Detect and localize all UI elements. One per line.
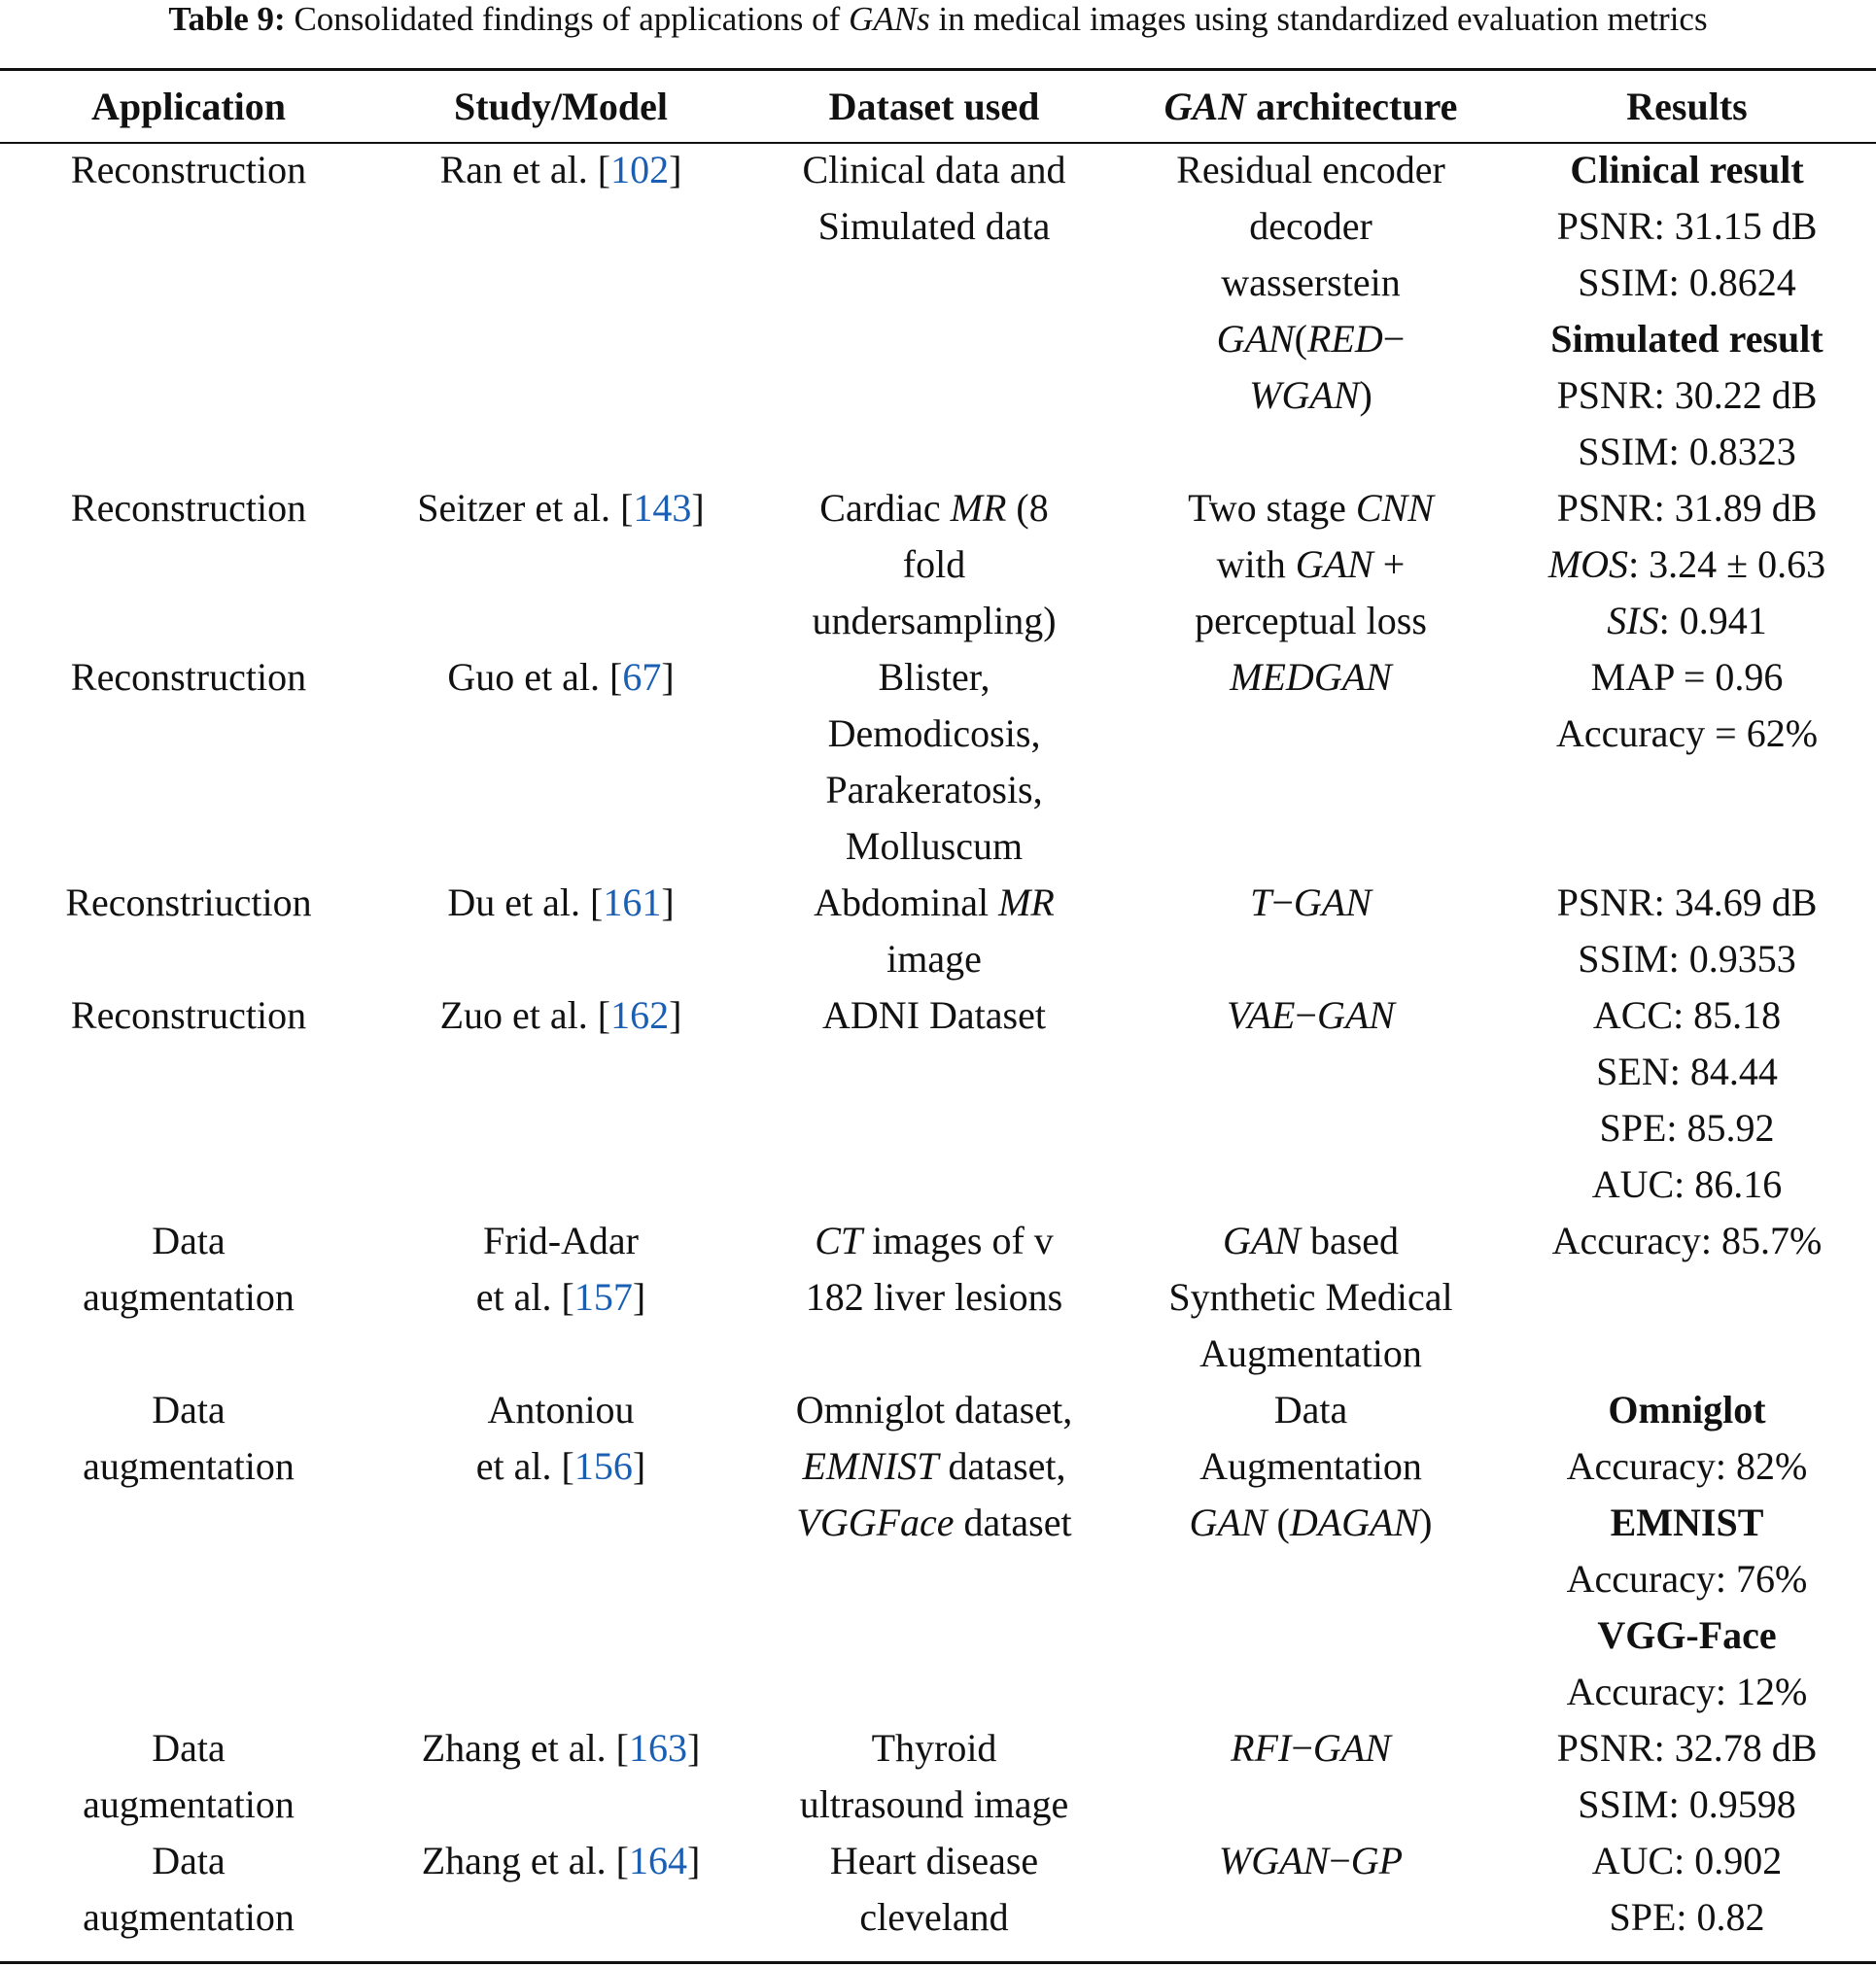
result-text: SSIM: 0.8624 — [1578, 260, 1796, 304]
application-text: Data — [152, 1219, 226, 1262]
citation-link[interactable]: 143 — [633, 486, 692, 530]
citation-link[interactable]: 163 — [628, 1726, 687, 1770]
result-text: SSIM: 0.8323 — [1578, 430, 1796, 473]
citation-link[interactable]: 162 — [610, 993, 670, 1037]
application-text: Reconstruction — [70, 148, 307, 191]
result-text: SSIM: 0.9353 — [1578, 937, 1796, 981]
cell-application — [0, 1833, 377, 1946]
architecture-text: Two stage CNN — [1188, 486, 1434, 530]
dataset-text: fold — [902, 542, 966, 586]
dataset-text: Demodicosis, — [827, 711, 1041, 755]
result-text: ACC: 85.18 — [1592, 993, 1782, 1037]
dataset-text: Molluscum — [845, 824, 1024, 868]
cell-results — [1498, 142, 1876, 480]
dataset-text: cleveland — [859, 1895, 1009, 1939]
dataset-text: Abdominal MR — [814, 880, 1055, 924]
cell-study-model — [377, 480, 745, 649]
cell-dataset — [745, 1213, 1124, 1382]
header-gan-architecture — [1124, 71, 1498, 142]
cell-gan-architecture — [1124, 480, 1498, 649]
dataset-text: Heart disease — [829, 1839, 1039, 1882]
results-table — [0, 71, 1876, 1946]
table-label: Table 9: — [168, 0, 286, 38]
header-application: Application — [90, 84, 287, 128]
result-text: PSNR: 31.89 dB — [1556, 486, 1818, 530]
result-text: AUC: 86.16 — [1591, 1162, 1783, 1206]
result-text: PSNR: 31.15 dB — [1556, 204, 1818, 248]
cell-study-model — [377, 875, 745, 987]
result-text: EMNIST — [1610, 1501, 1764, 1544]
result-text: Accuracy: 82% — [1566, 1444, 1808, 1488]
cell-results — [1498, 1382, 1876, 1720]
result-text: SEN: 84.44 — [1596, 1050, 1778, 1093]
architecture-text: Augmentation — [1199, 1331, 1422, 1375]
cell-study-model — [377, 1833, 745, 1946]
result-text: Simulated result — [1550, 317, 1824, 361]
application-text: augmentation — [83, 1782, 295, 1826]
table-row — [0, 649, 1876, 875]
study-name: Zhang et al. — [421, 1839, 607, 1882]
citation-link[interactable]: 156 — [573, 1444, 633, 1488]
study-line: et al. [156] — [475, 1444, 646, 1488]
application-text: Data — [152, 1388, 226, 1432]
architecture-text: WGAN−GP — [1218, 1839, 1404, 1882]
study-name: Ran et al. — [439, 148, 588, 191]
cell-study-model — [377, 1213, 745, 1382]
result-text: PSNR: 30.22 dB — [1556, 373, 1818, 417]
result-text: Clinical result — [1570, 148, 1804, 191]
cell-results — [1498, 875, 1876, 987]
cell-application — [0, 649, 377, 875]
cell-gan-architecture — [1124, 987, 1498, 1213]
result-text: AUC: 0.902 — [1591, 1839, 1783, 1882]
architecture-text: MEDGAN — [1230, 655, 1392, 699]
result-text: Omniglot — [1608, 1388, 1766, 1432]
dataset-text: image — [886, 937, 982, 981]
cell-dataset — [745, 875, 1124, 987]
dataset-text: 182 liver lesions — [805, 1275, 1063, 1319]
result-text: SPE: 0.82 — [1609, 1895, 1765, 1939]
architecture-text: Synthetic Medical — [1168, 1275, 1453, 1319]
cell-gan-architecture — [1124, 142, 1498, 480]
header-arch-rest: architecture — [1256, 84, 1458, 128]
architecture-text: wasserstein — [1221, 260, 1401, 304]
architecture-text: GAN(RED− — [1216, 317, 1406, 361]
result-text: PSNR: 34.69 dB — [1556, 880, 1818, 924]
cell-results — [1498, 480, 1876, 649]
application-text: Reconstruction — [70, 993, 307, 1037]
dataset-text: ultrasound image — [799, 1782, 1069, 1826]
application-text: augmentation — [83, 1444, 295, 1488]
study-line: Zhang et al. [163] — [421, 1726, 701, 1770]
header-study-model: Study/Model — [453, 84, 669, 128]
table-row — [0, 1213, 1876, 1382]
cell-results — [1498, 649, 1876, 875]
architecture-text: T−GAN — [1250, 880, 1372, 924]
study-name: Guo et al. — [447, 655, 600, 699]
architecture-text: Residual encoder — [1176, 148, 1445, 191]
application-text: augmentation — [83, 1275, 295, 1319]
result-text: MAP = 0.96 — [1590, 655, 1784, 699]
application-text: Data — [152, 1726, 226, 1770]
table-caption — [0, 0, 1876, 39]
study-line: Ran et al. [102] — [439, 148, 682, 191]
table-row — [0, 875, 1876, 987]
cell-application — [0, 142, 377, 480]
cell-results — [1498, 1833, 1876, 1946]
table-row — [0, 480, 1876, 649]
cell-results — [1498, 987, 1876, 1213]
result-text: MOS: 3.24 ± 0.63 — [1547, 542, 1826, 586]
dataset-text: Omniglot dataset, — [795, 1388, 1073, 1432]
dataset-text: Cardiac MR (8 — [819, 486, 1049, 530]
study-name: Zhang et al. — [421, 1726, 607, 1770]
result-text: Accuracy: 85.7% — [1551, 1219, 1823, 1262]
header-arch-em: GAN — [1164, 84, 1247, 128]
study-line: Zuo et al. [162] — [439, 993, 682, 1037]
dataset-text: Simulated data — [817, 204, 1051, 248]
dataset-text: VGGFace dataset — [796, 1501, 1072, 1544]
cell-application — [0, 1213, 377, 1382]
architecture-text: VAE−GAN — [1227, 993, 1395, 1037]
architecture-text: RFI−GAN — [1231, 1726, 1391, 1770]
cell-study-model — [377, 142, 745, 480]
architecture-text: GAN based — [1222, 1219, 1400, 1262]
bottom-rule — [0, 1961, 1876, 1964]
cell-dataset — [745, 1720, 1124, 1833]
result-text: PSNR: 32.78 dB — [1556, 1726, 1818, 1770]
dataset-text: ADNI Dataset — [822, 993, 1046, 1037]
table-row — [0, 142, 1876, 480]
cell-dataset — [745, 1833, 1124, 1946]
dataset-text: Parakeratosis, — [825, 768, 1043, 811]
cell-dataset — [745, 649, 1124, 875]
study-line: Guo et al. [67] — [447, 655, 675, 699]
citation-link[interactable]: 161 — [603, 880, 662, 924]
cell-gan-architecture — [1124, 875, 1498, 987]
study-line — [377, 1213, 745, 1269]
application-text: Data — [152, 1839, 226, 1882]
header-results: Results — [1626, 84, 1748, 128]
study-line — [377, 1382, 745, 1438]
result-text: SPE: 85.92 — [1599, 1106, 1775, 1150]
caption-text-em: GANs — [849, 0, 930, 38]
citation-link[interactable]: 157 — [573, 1275, 633, 1319]
cell-study-model — [377, 987, 745, 1213]
result-text: SSIM: 0.9598 — [1578, 1782, 1796, 1826]
study-name: Seitzer et al. — [417, 486, 611, 530]
study-name: Antoniou — [487, 1388, 635, 1432]
citation-link[interactable]: 164 — [628, 1839, 687, 1882]
application-text: Reconstriuction — [65, 880, 312, 924]
dataset-text: Clinical data and — [802, 148, 1066, 191]
cell-gan-architecture — [1124, 1720, 1498, 1833]
study-line: Du et al. [161] — [447, 880, 675, 924]
table-row — [0, 987, 1876, 1213]
cell-study-model — [377, 1382, 745, 1720]
dataset-text: undersampling) — [812, 599, 1057, 642]
architecture-text: perceptual loss — [1195, 599, 1427, 642]
cell-gan-architecture — [1124, 1382, 1498, 1720]
cell-application — [0, 480, 377, 649]
cell-dataset — [745, 142, 1124, 480]
dataset-text: EMNIST dataset, — [802, 1444, 1066, 1488]
citation-link[interactable]: 67 — [622, 655, 662, 699]
cell-study-model — [377, 649, 745, 875]
study-name: et al. — [475, 1275, 552, 1319]
architecture-text: with GAN + — [1216, 542, 1406, 586]
application-text: augmentation — [83, 1895, 295, 1939]
cell-dataset — [745, 480, 1124, 649]
citation-link[interactable]: 102 — [610, 148, 670, 191]
cell-results — [1498, 1213, 1876, 1382]
cell-application — [0, 987, 377, 1213]
cell-application — [0, 1382, 377, 1720]
dataset-text: Blister, — [878, 655, 990, 699]
architecture-text: WGAN) — [1249, 373, 1372, 417]
study-name: et al. — [475, 1444, 552, 1488]
result-text: Accuracy: 76% — [1566, 1557, 1808, 1601]
table-row — [0, 1382, 1876, 1720]
header-row — [0, 71, 1876, 142]
caption-text-pre: Consolidated findings of applications of — [294, 0, 841, 38]
header-dataset-used: Dataset used — [828, 84, 1040, 128]
result-text: Accuracy: 12% — [1566, 1670, 1808, 1713]
architecture-text: Data — [1273, 1388, 1348, 1432]
cell-dataset — [745, 987, 1124, 1213]
dataset-text: CT images of v — [815, 1219, 1054, 1262]
cell-gan-architecture — [1124, 1833, 1498, 1946]
result-text: VGG-Face — [1597, 1613, 1777, 1657]
application-text: Reconstruction — [70, 655, 307, 699]
dataset-text: Thyroid — [871, 1726, 997, 1770]
study-line: Zhang et al. [164] — [421, 1839, 701, 1882]
cell-application — [0, 875, 377, 987]
study-line: Seitzer et al. [143] — [417, 486, 705, 530]
application-text: Reconstruction — [70, 486, 307, 530]
table-row — [0, 1720, 1876, 1833]
cell-study-model — [377, 1720, 745, 1833]
study-name: Du et al. — [447, 880, 580, 924]
cell-application — [0, 1720, 377, 1833]
cell-gan-architecture — [1124, 649, 1498, 875]
table-row — [0, 1833, 1876, 1946]
cell-gan-architecture — [1124, 1213, 1498, 1382]
architecture-text: decoder — [1249, 204, 1372, 248]
study-line: et al. [157] — [475, 1275, 646, 1319]
cell-results — [1498, 1720, 1876, 1833]
result-text: Accuracy = 62% — [1555, 711, 1819, 755]
study-name: Zuo et al. — [439, 993, 588, 1037]
architecture-text: GAN (DAGAN) — [1189, 1501, 1433, 1544]
caption-text-post: in medical images using standardized evaluation metrics — [938, 0, 1708, 38]
cell-dataset — [745, 1382, 1124, 1720]
study-name: Frid-Adar — [483, 1219, 639, 1262]
result-text: SIS: 0.941 — [1607, 599, 1767, 642]
architecture-text: Augmentation — [1199, 1444, 1422, 1488]
